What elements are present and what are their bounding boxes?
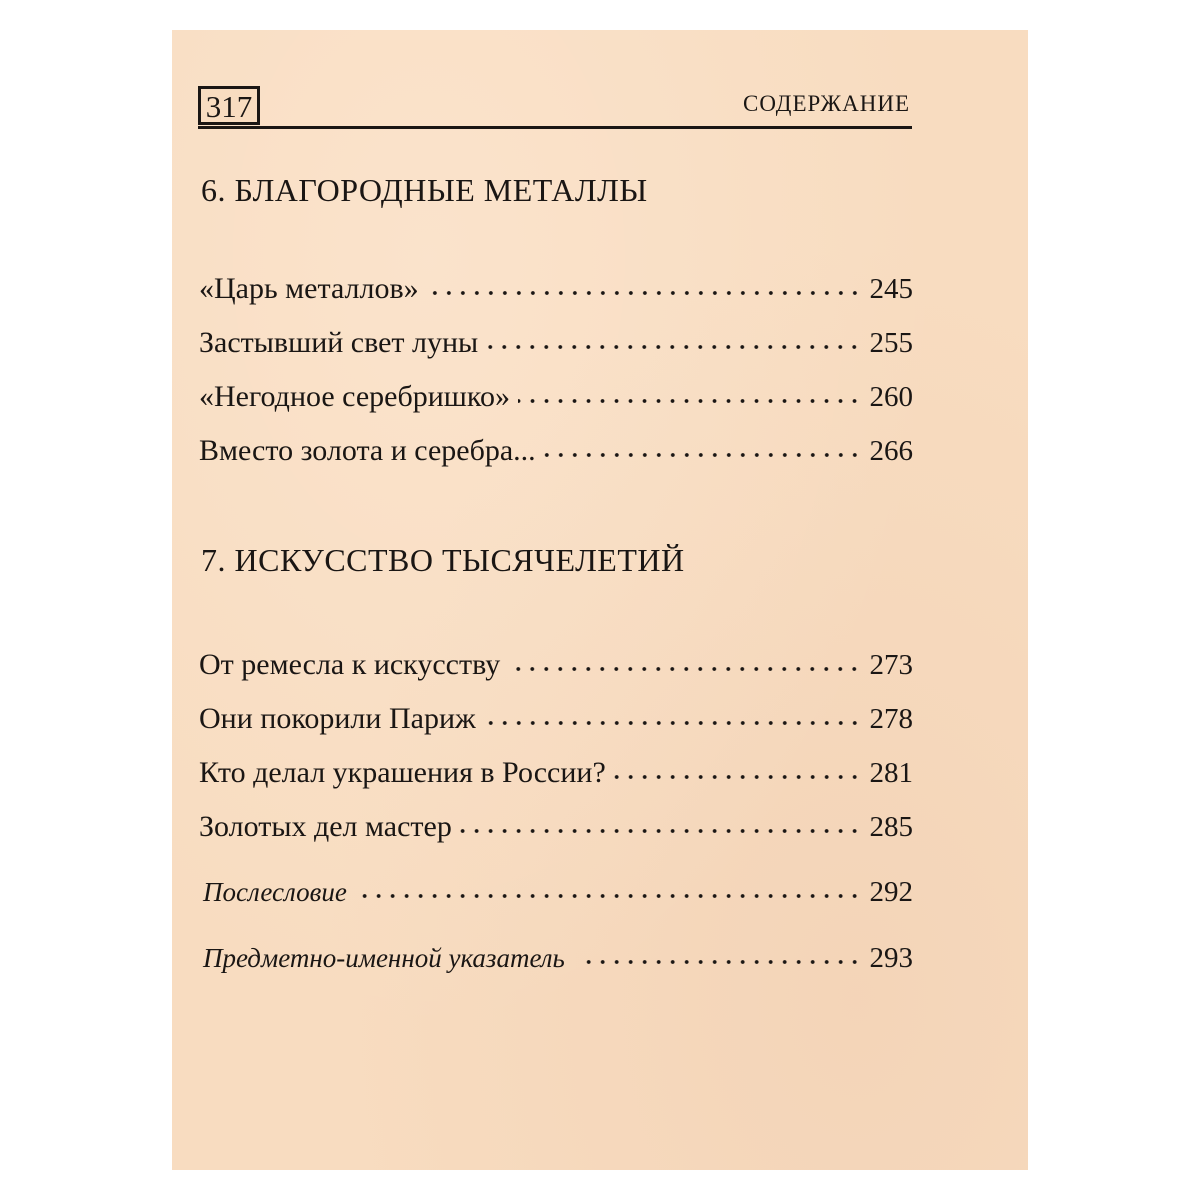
toc-entry-page: 293	[869, 942, 913, 974]
dot-leader	[583, 957, 862, 967]
dot-leader	[427, 288, 862, 298]
book-page	[172, 30, 1028, 1170]
dot-leader	[484, 718, 862, 728]
toc-entry	[199, 648, 913, 692]
toc-entry	[199, 756, 913, 800]
toc-entry-title: «Негодное серебришко»	[199, 380, 510, 413]
dot-leader	[544, 450, 862, 460]
toc-entry-page: 255	[869, 327, 913, 359]
chapter-title: 6. БЛАГОРОДНЫЕ МЕТАЛЛЫ	[201, 172, 648, 208]
toc-entry-title: Они покорили Париж	[199, 702, 476, 735]
toc-entry	[199, 702, 913, 746]
chapter-title: 7. ИСКУССТВО ТЫСЯЧЕЛЕТИЙ	[201, 542, 685, 578]
toc-entry-title: Предметно-именной указатель	[203, 943, 565, 973]
toc-entry-afterword	[199, 876, 913, 920]
toc-entry-index	[199, 942, 913, 986]
toc-entry-page: 285	[869, 811, 913, 843]
toc-entry-page: 245	[869, 273, 913, 305]
running-title: СОДЕРЖАНИЕ	[742, 91, 910, 116]
dot-leader	[508, 664, 861, 674]
toc-entry	[199, 272, 913, 316]
dot-leader	[614, 772, 862, 782]
toc-entry-page: 281	[869, 757, 913, 789]
toc-entry-page: 260	[869, 381, 913, 413]
toc-entry-title: От ремесла к искусству	[199, 648, 501, 681]
toc-entry	[199, 810, 913, 854]
toc-entry-title: Застывший свет луны	[199, 326, 479, 359]
page-header	[198, 86, 912, 129]
toc-entry-title: Вместо золота и серебра...	[199, 434, 536, 467]
dot-leader	[486, 342, 861, 352]
toc-entry	[199, 326, 913, 370]
page-number: 317	[198, 86, 260, 125]
toc-entry-title: Золотых дел мастер	[199, 810, 452, 843]
toc-entry-page: 292	[869, 876, 913, 908]
dot-leader	[460, 826, 862, 836]
toc-entry-title: Кто делал украшения в России?	[199, 756, 606, 789]
toc-entry-title: «Царь металлов»	[199, 272, 419, 305]
toc-entry	[199, 434, 913, 478]
toc-entry-page: 273	[869, 649, 913, 681]
dot-leader	[518, 396, 862, 406]
toc-entry-page: 266	[869, 435, 913, 467]
dot-leader	[355, 891, 862, 901]
toc-entry-title: Послесловие	[203, 877, 347, 907]
toc-entry	[199, 380, 913, 424]
toc-entry-page: 278	[869, 703, 913, 735]
